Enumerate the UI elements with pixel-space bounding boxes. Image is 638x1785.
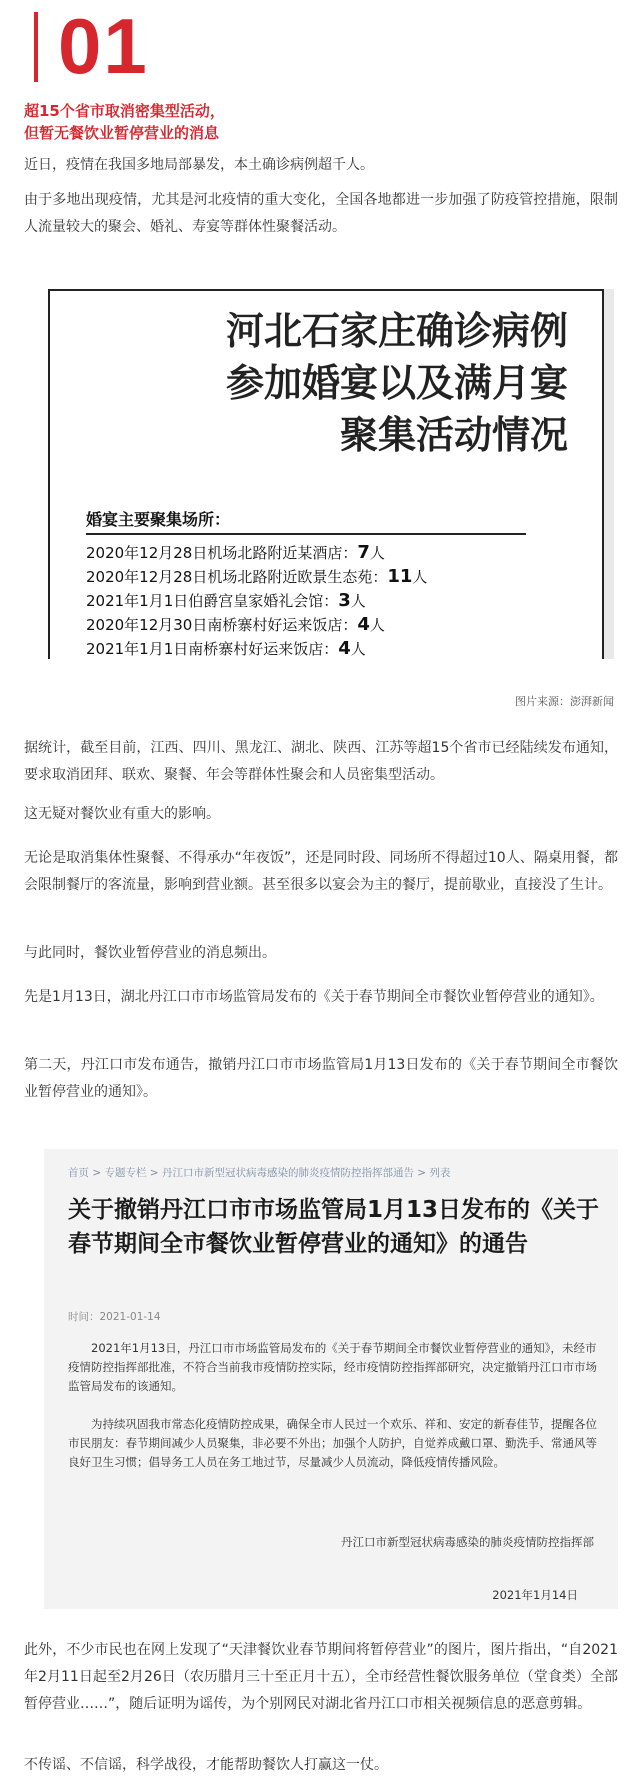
venue-row: 2020年12月28日机场北路附近欧景生态苑：11人 (86, 566, 428, 587)
image-source-caption: 图片来源：澎湃新闻 (515, 695, 614, 708)
heading-rule (86, 533, 526, 535)
venue-row: 2021年1月1日伯爵宫皇家婚礼会馆：3人 (86, 590, 366, 611)
paragraph: 无论是取消集体性聚餐、不得承办“年夜饭”，还是同时段、同场所不得超过10人、隔桌用餐，都会限制餐厅的客流量，影响到营业额。甚至很多以宴会为主的餐厅，提前歇业，直接没了生计。 (24, 850, 618, 893)
paragraph: 由于多地出现疫情，尤其是河北疫情的重大变化，全国各地都进一步加强了防疫管控措施，限制人流量较大的聚会、婚礼、寿宴等群体性聚餐活动。 (24, 192, 618, 235)
paragraph: 先是1月13日，湖北丹江口市市场监管局发布的《关于春节期间全市餐饮业暂停营业的通知》。 (24, 989, 604, 1005)
paragraph: 此外，不少市民也在网上发现了“天津餐饮业春节期间将暂停营业”的图片，图片指出，“自2021年2月11日起至2月26日（农历腊月三十至正月十五），全市经营性餐饮服务单位（堂食类）全部暂停营业……”，随后证明为谣传，为个别网民对湖北省丹江口市相关视频信息的恶意剪辑。 (24, 1642, 618, 1712)
paragraph: 近日，疫情在我国多地局部暴发，本土确诊病例超千人。 (24, 157, 374, 173)
notice-screenshot (44, 1149, 618, 1609)
paragraph: 不传谣、不信谣，科学战役，才能帮助餐饮人打赢这一仗。 (24, 1757, 388, 1773)
venues-heading: 婚宴主要聚集场所： (86, 510, 231, 529)
paragraph: 据统计，截至目前，江西、四川、黑龙江、湖北、陕西、江苏等超15个省市已经陆续发布通知，要求取消团拜、联欢、聚餐、年会等群体性聚会和人员密集型活动。 (24, 740, 618, 783)
red-divider-bar (34, 12, 38, 82)
venue-row: 2021年1月1日南桥寨村好运来饭店：4人 (86, 638, 366, 659)
venue-row: 2020年12月28日机场北路附近某酒店：7人 (86, 542, 385, 563)
paragraph: 与此同时，餐饮业暂停营业的消息频出。 (24, 945, 276, 961)
notice-time: 时间：2021-01-14 (68, 1311, 161, 1323)
section-subtitle (24, 100, 424, 144)
notice-body-paragraph: 为持续巩固我市常态化疫情防控成果，确保全市人民过一个欢乐、祥和、安定的新春佳节，提醒各位市民朋友：春节期间减少人员聚集，非必要不外出；加强个人防护，自觉养成戴口罩、勤洗手、常通风等良好卫生习惯；倡导务工人员在务工地过节，尽量减少人员流动，降低疫情传播风险。 (68, 1417, 597, 1469)
image-title-line: 河北石家庄确诊病例 (225, 309, 568, 353)
paragraph: 这无疑对餐饮业有重大的影响。 (24, 806, 220, 822)
section-number: 01 (58, 2, 149, 90)
notice-signature: 丹江口市新型冠状病毒感染的肺炎疫情防控指挥部 (341, 1535, 594, 1549)
image-title-line: 聚集活动情况 (339, 413, 568, 457)
paragraph: 第二天，丹江口市发布通告，撤销丹江口市市场监管局1月13日发布的《关于春节期间全市餐饮业暂停营业的通知》。 (24, 1057, 618, 1100)
subtitle-line: 但暂无餐饮业暂停营业的消息 (24, 124, 220, 142)
notice-date: 2021年1月14日 (492, 1588, 578, 1602)
breadcrumb: 首页 > 专题专栏 > 丹江口市新型冠状病毒感染的肺炎疫情防控指挥部通告 > 列表 (68, 1167, 451, 1179)
image-title-line: 参加婚宴以及满月宴 (225, 361, 568, 405)
notice-title: 关于撤销丹江口市市场监管局1月13日发布的《关于春节期间全市餐饮业暂停营业的通知》的通告 (68, 1197, 600, 1257)
image-shadow (604, 289, 614, 659)
section-header (24, 2, 224, 90)
subtitle-line: 超15个省市取消密集型活动， (24, 102, 225, 120)
hebei-gathering-image (48, 289, 614, 659)
notice-body-paragraph: 2021年1月13日，丹江口市市场监管局发布的《关于春节期间全市餐饮业暂停营业的通知》，未经市疫情防控指挥部批准，不符合当前我市疫情防控实际，经市疫情防控指挥部研究，决定撤销丹江口市市场监管局发布的该通知。 (68, 1341, 597, 1393)
venue-row: 2020年12月30日南桥寨村好运来饭店：4人 (86, 614, 385, 635)
